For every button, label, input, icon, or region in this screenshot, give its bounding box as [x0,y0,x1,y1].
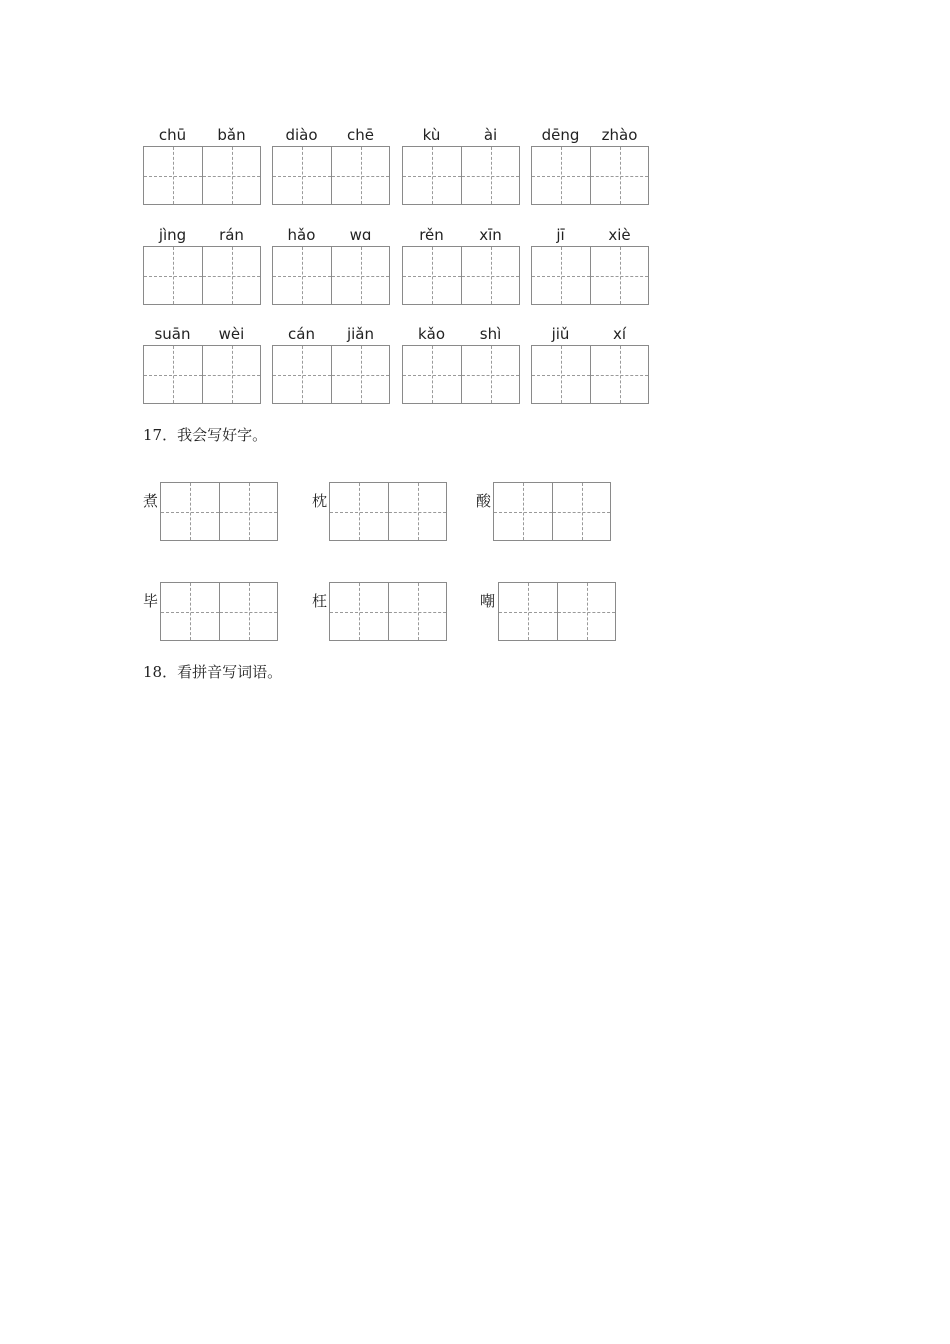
tianzige-writing-box[interactable] [531,246,649,305]
tianzige-writing-box[interactable] [143,146,261,205]
tianzige-writing-box[interactable] [531,345,649,404]
pinyin-syllable: jiǎn [346,325,375,343]
tianzige-cell[interactable] [403,346,461,403]
tianzige-cell[interactable] [499,583,557,640]
pinyin-syllable: bǎn [217,126,246,144]
tianzige-cell[interactable] [461,247,519,304]
tianzige-cell[interactable] [532,147,590,204]
tianzige-cell[interactable] [219,483,277,540]
pinyin-syllable: jiǔ [551,325,570,343]
tianzige-cell[interactable] [273,247,331,304]
tianzige-cell[interactable] [202,147,260,204]
tianzige-cell[interactable] [590,247,648,304]
tianzige-writing-box[interactable] [272,246,390,305]
tianzige-cell[interactable] [219,583,277,640]
pinyin-syllable: xí [612,325,627,343]
tianzige-cell[interactable] [331,147,389,204]
tianzige-writing-box[interactable] [329,582,447,641]
tianzige-writing-box[interactable] [402,345,520,404]
tianzige-cell[interactable] [202,346,260,403]
model-character: 枕 [312,492,328,510]
tianzige-writing-box[interactable] [272,146,390,205]
tianzige-cell[interactable] [144,147,202,204]
pinyin-syllable: wɑ [349,226,372,244]
pinyin-syllable: chē [347,126,374,144]
tianzige-cell[interactable] [202,247,260,304]
tianzige-writing-box[interactable] [329,482,447,541]
tianzige-writing-box[interactable] [160,482,278,541]
pinyin-syllable: zhào [601,126,638,144]
tianzige-writing-box[interactable] [272,345,390,404]
pinyin-syllable: rěn [419,226,444,244]
tianzige-cell[interactable] [161,483,219,540]
tianzige-cell[interactable] [330,483,388,540]
tianzige-writing-box[interactable] [531,146,649,205]
pinyin-syllable: suān [154,325,191,343]
pinyin-syllable: cán [288,325,315,343]
tianzige-cell[interactable] [144,346,202,403]
tianzige-cell[interactable] [494,483,552,540]
pinyin-syllable: xiè [608,226,631,244]
tianzige-cell[interactable] [532,346,590,403]
question-18-title: 18．看拼音写词语。 [143,663,283,681]
model-character: 酸 [476,492,492,510]
pinyin-syllable: jìng [158,226,187,244]
pinyin-syllable: hǎo [287,226,316,244]
model-character: 枉 [312,592,328,610]
pinyin-syllable: wèi [218,325,245,343]
pinyin-syllable: kù [422,126,441,144]
pinyin-syllable: ài [483,126,498,144]
pinyin-syllable: chū [158,126,187,144]
pinyin-syllable: rán [219,226,244,244]
tianzige-cell[interactable] [590,147,648,204]
tianzige-cell[interactable] [557,583,615,640]
tianzige-cell[interactable] [590,346,648,403]
tianzige-writing-box[interactable] [143,246,261,305]
tianzige-writing-box[interactable] [160,582,278,641]
pinyin-syllable: shì [479,325,502,343]
tianzige-cell[interactable] [552,483,610,540]
tianzige-cell[interactable] [532,247,590,304]
model-character: 毕 [143,592,159,610]
pinyin-syllable: xīn [479,226,502,244]
tianzige-cell[interactable] [461,147,519,204]
tianzige-writing-box[interactable] [402,246,520,305]
tianzige-cell[interactable] [403,147,461,204]
tianzige-cell[interactable] [403,247,461,304]
tianzige-writing-box[interactable] [143,345,261,404]
tianzige-cell[interactable] [388,483,446,540]
tianzige-cell[interactable] [161,583,219,640]
tianzige-cell[interactable] [388,583,446,640]
tianzige-cell[interactable] [331,346,389,403]
pinyin-syllable: diào [285,126,318,144]
pinyin-syllable: jī [556,226,565,244]
tianzige-writing-box[interactable] [402,146,520,205]
tianzige-cell[interactable] [331,247,389,304]
tianzige-writing-box[interactable] [498,582,616,641]
tianzige-cell[interactable] [273,147,331,204]
tianzige-cell[interactable] [273,346,331,403]
model-character: 嘲 [480,592,496,610]
pinyin-syllable: kǎo [417,325,446,343]
question-17-title: 17．我会写好字。 [143,426,268,444]
model-character: 煮 [143,492,159,510]
tianzige-cell[interactable] [144,247,202,304]
tianzige-cell[interactable] [461,346,519,403]
tianzige-cell[interactable] [330,583,388,640]
pinyin-syllable: dēng [541,126,580,144]
tianzige-writing-box[interactable] [493,482,611,541]
